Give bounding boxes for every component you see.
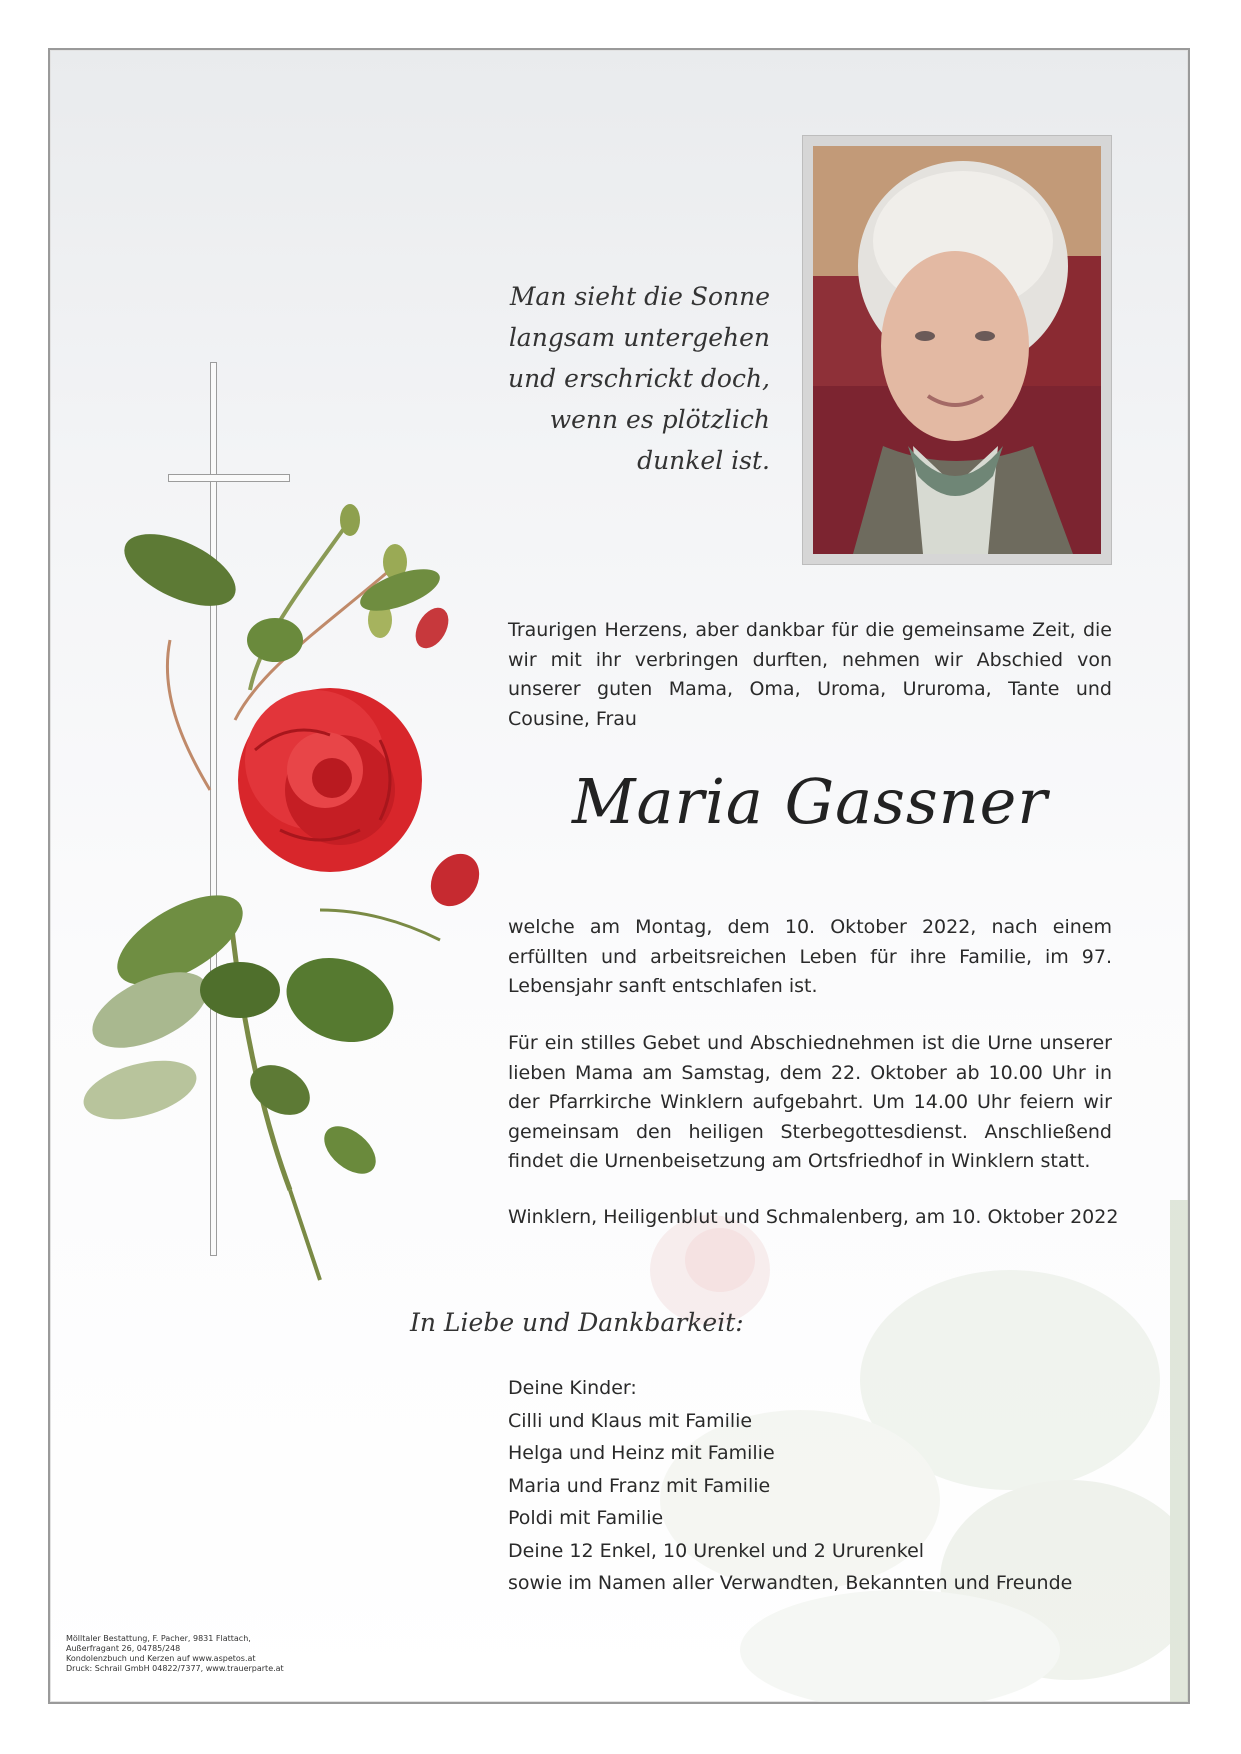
portrait-photo — [813, 146, 1101, 554]
intro-text: Traurigen Herzens, aber dankbar für die gemeinsame Zeit, die wir mit ihr verbringen durften, nehmen wir Abschied von unserer guten Mama, Oma, Uroma, Ururoma, Tante und Cousine, Frau — [508, 619, 1112, 730]
quote-line: Man sieht die Sonne — [509, 282, 770, 311]
family-line: sowie im Namen aller Verwandten, Bekannten und Freunde — [508, 1572, 1073, 1594]
death-details-text: welche am Montag, dem 10. Oktober 2022, nach einem erfüllten und arbeitsreichen Leben für ihre Familie, im 97. Lebensjahr sanft entschlafen ist. — [508, 916, 1112, 997]
family-line: Poldi mit Familie — [508, 1507, 664, 1529]
family-line: Maria und Franz mit Familie — [508, 1474, 771, 1497]
quote-line: und erschrickt doch, — [507, 364, 770, 393]
imprint-line: Außerfragant 26, 04785/248 — [66, 1644, 181, 1653]
imprint-line: Kondolenzbuch und Kerzen auf www.aspetos.at — [66, 1654, 256, 1663]
quote-line: wenn es plötzlich — [549, 405, 770, 434]
family-line: Deine Kinder: — [508, 1377, 637, 1399]
deceased-name: Maria Gassner — [572, 765, 1048, 838]
quote-line: langsam untergehen — [508, 323, 770, 352]
family-list — [508, 1372, 1072, 1600]
imprint — [66, 1634, 284, 1674]
family-line: Cilli und Klaus mit Familie — [508, 1409, 753, 1432]
imprint-line: Mölltaler Bestattung, F. Pacher, 9831 Flattach, — [66, 1634, 251, 1643]
imprint-line: Druck: Schrail GmbH 04822/7377, www.trauerparte.at — [66, 1664, 284, 1673]
obituary-card — [48, 48, 1190, 1704]
quote-line: dunkel ist. — [637, 446, 770, 475]
cross-horizontal-beam — [168, 474, 290, 482]
ceremony-text: Für ein stilles Gebet und Abschiednehmen ist die Urne unserer lieben Mama am Samstag, dem 22. Oktober ab 10.00 Uhr in der Pfarrkirche Winklern aufgebahrt. Um 14.00 Uhr feiern wir gemeinsam den heiligen Sterbegottesdienst. Anschließend findet die Urnenbeisetzung am Ortsfriedhof in Winklern statt. — [508, 1032, 1112, 1172]
quote — [350, 276, 770, 481]
signoff-heading: In Liebe und Dankbarkeit: — [410, 1308, 744, 1337]
place-date-text: Winklern, Heiligenblut und Schmalenberg, am 10. Oktober 2022 — [508, 1206, 1119, 1228]
portrait-photo-frame — [802, 135, 1112, 565]
red-rose-illustration — [60, 490, 490, 1290]
family-line: Helga und Heinz mit Familie — [508, 1442, 775, 1464]
family-line: Deine 12 Enkel, 10 Urenkel und 2 Ururenkel — [508, 1539, 925, 1562]
